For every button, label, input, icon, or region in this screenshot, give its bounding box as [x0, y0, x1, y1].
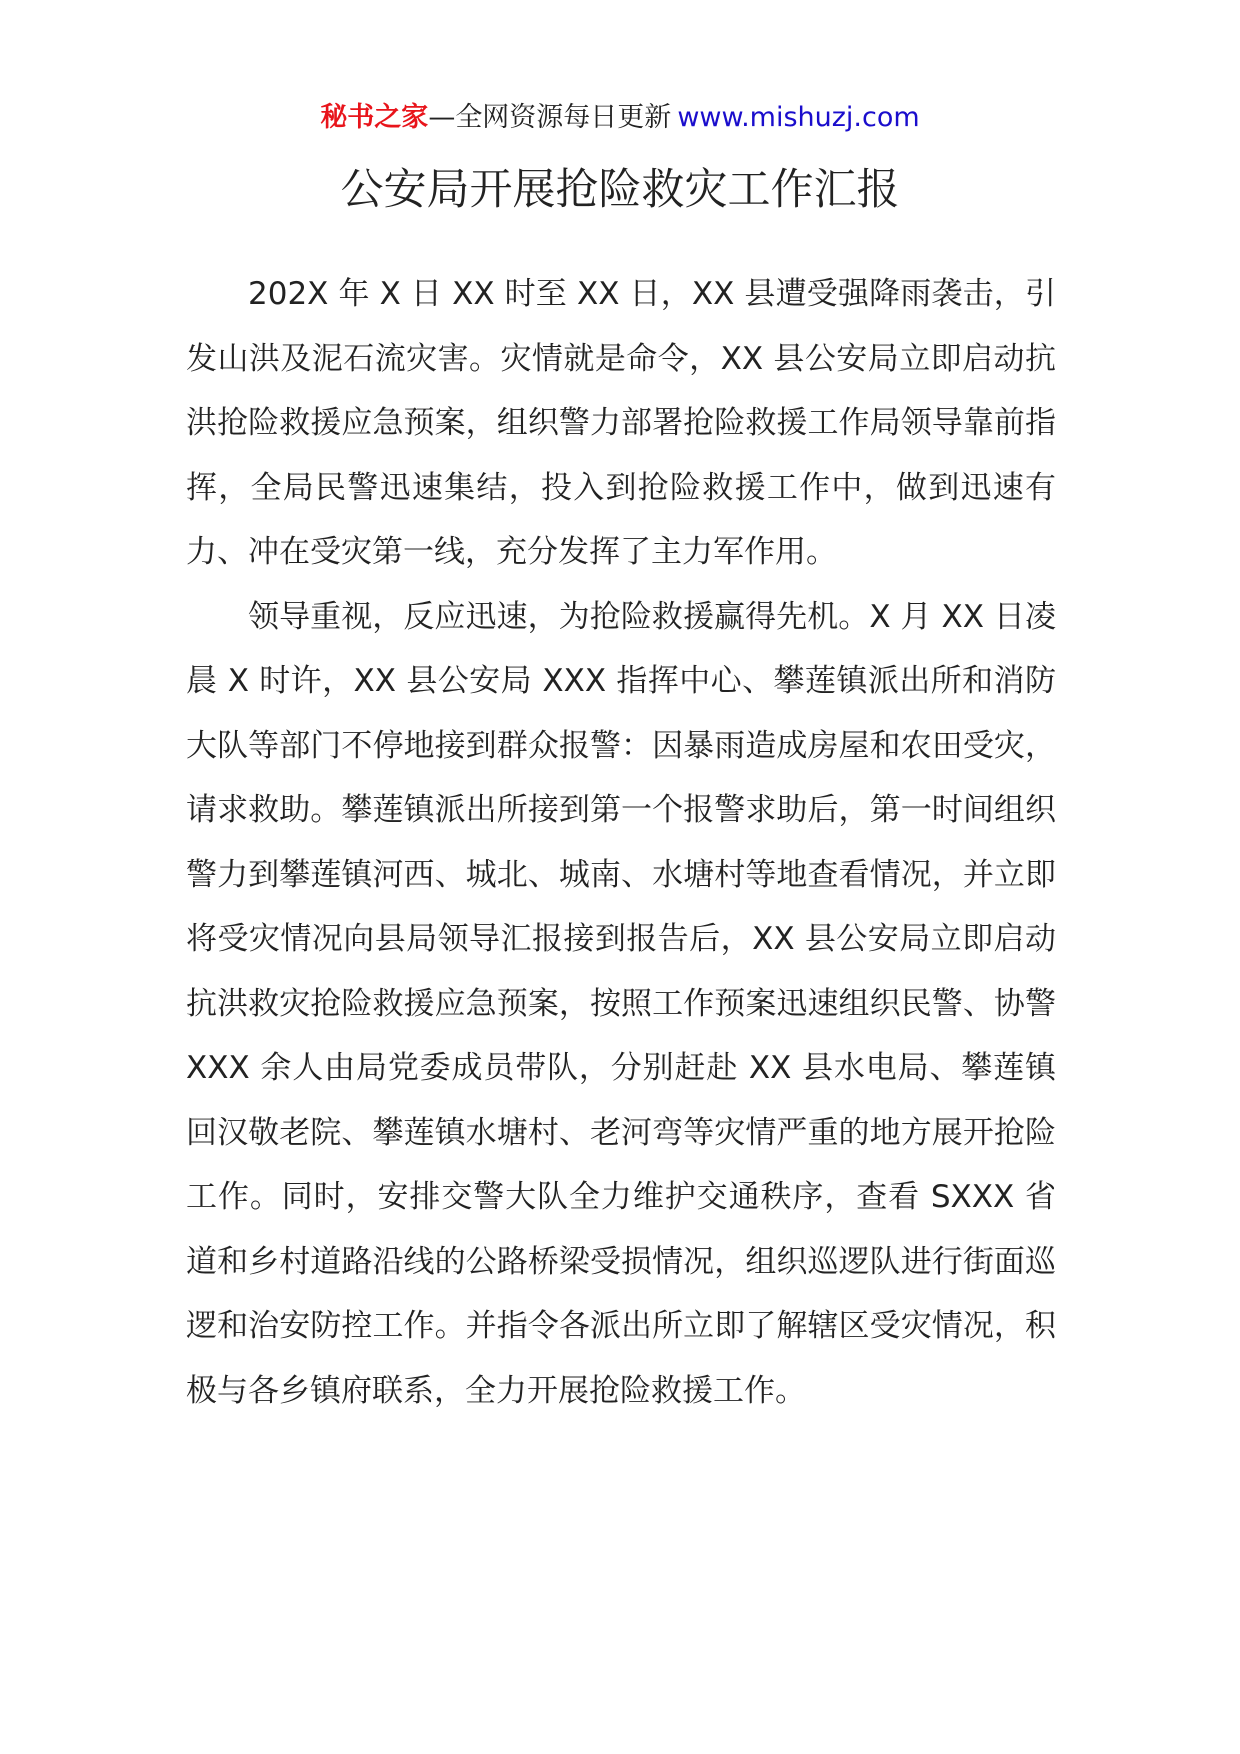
site-url-link[interactable]: www.mishuzj.com — [677, 102, 920, 133]
document-body — [186, 262, 1056, 1423]
document-title: 公安局开展抢险救灾工作汇报 — [340, 165, 900, 215]
site-header — [0, 98, 1240, 138]
paragraph-leadership: 领导重视，反应迅速，为抢险救援赢得先机。X 月 XX 日凌晨 X 时许，XX 县公安局 XXX 指挥中心、攀莲镇派出所和消防大队等部门不停地接到群众报警：因暴雨造成房屋和农田受灾，请求救助。攀莲镇派出所接到第一个报警求助后，第一时间组织警力到攀莲镇河西、城北、城南、水塘村等地查看情况，并立即将受灾情况向县局领导汇报接到报告后，XX 县公安局立即启动抗洪救灾抢险救援应急预案，按照工作预案迅速组织民警、协警 XXX 余人由局党委成员带队，分别赶赴 XX 县水电局、攀莲镇回汉敬老院、攀莲镇水塘村、老河弯等灾情严重的地方展开抢险工作。同时，安排交警大队全力维护交通秩序，查看 SXXX 省道和乡村道路沿线的公路桥梁受损情况，组织巡逻队进行街面巡逻和治安防控工作。并指令各派出所立即了解辖区受灾情况，积极与各乡镇府联系，全力开展抢险救援工作。 — [186, 598, 1056, 1409]
header-slogan: —全网资源每日更新 — [428, 102, 672, 133]
paragraph-intro: 202X 年 X 日 XX 时至 XX 日，XX 县遭受强降雨袭击，引发山洪及泥石流灾害。灾情就是命令，XX 县公安局立即启动抗洪抢险救援应急预案，组织警力部署抢险救援工作局领导靠前指挥，全局民警迅速集结，投入到抢险救援工作中，做到迅速有力、冲在受灾第一线，充分发挥了主力军作用。 — [186, 276, 1056, 570]
brand-name: 秘书之家 — [320, 102, 429, 133]
